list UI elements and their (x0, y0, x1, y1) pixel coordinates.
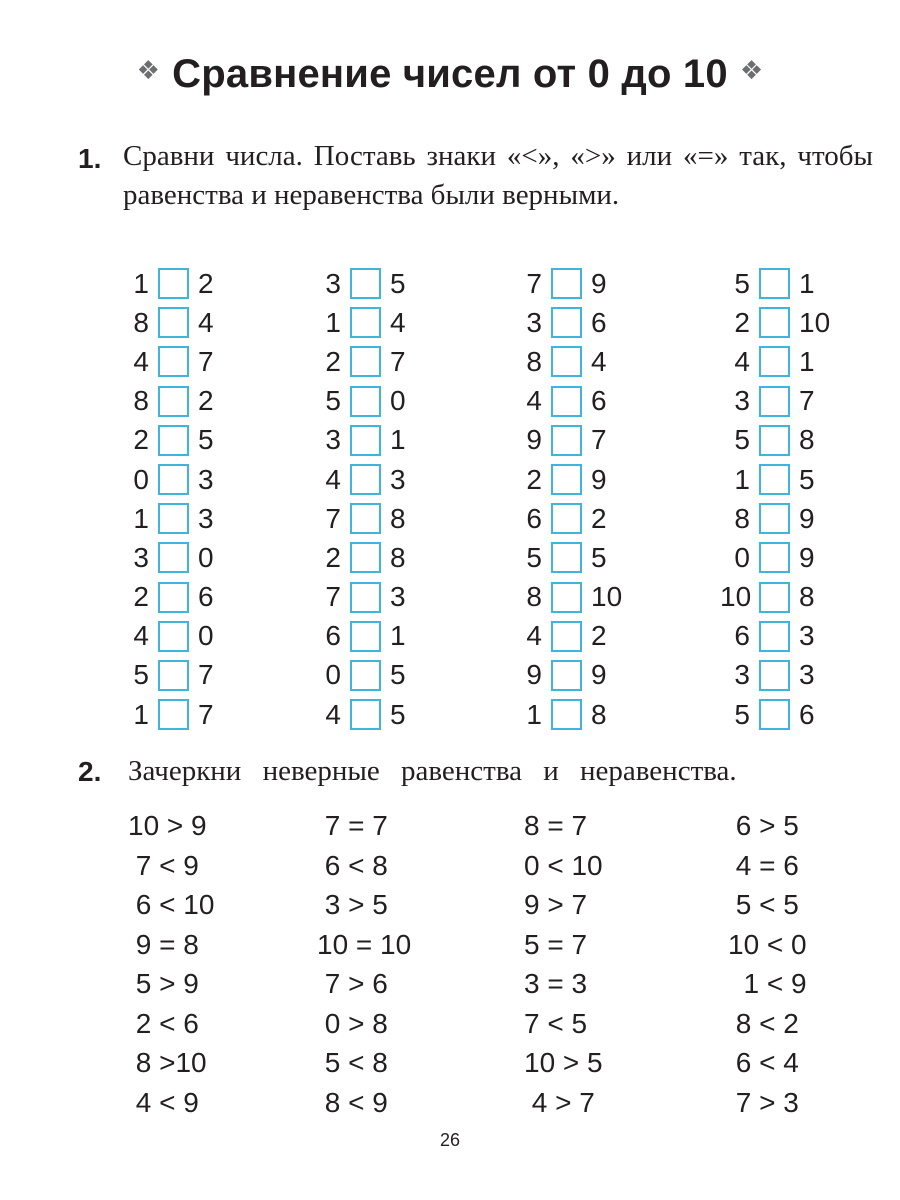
comparison-item (512, 695, 622, 734)
right-number: 2 (591, 502, 607, 534)
inequality-item[interactable]: 2 < 6 (128, 1007, 199, 1039)
left-number: 5 (734, 424, 750, 456)
right-number: 9 (591, 659, 607, 691)
inequality-item[interactable]: 7 > 3 (728, 1086, 799, 1118)
right-number: 0 (198, 541, 214, 573)
inequality-item[interactable]: 9 > 7 (524, 889, 588, 920)
comparison-item (119, 578, 214, 617)
answer-box[interactable] (551, 503, 582, 534)
inequality-item[interactable]: 0 < 10 (524, 849, 603, 881)
inequality-item[interactable]: 6 < 8 (317, 849, 388, 881)
page-number: 26 (439, 1130, 461, 1150)
answer-box[interactable] (350, 386, 381, 417)
answer-box[interactable] (551, 386, 582, 417)
left-number: 7 (325, 581, 341, 613)
comparison-item (119, 421, 214, 460)
comparison-item (512, 617, 622, 656)
right-number: 8 (591, 698, 607, 730)
inequality-item[interactable]: 4 > 7 (524, 1086, 595, 1118)
left-number: 1 (133, 698, 149, 730)
left-number: 8 (133, 306, 149, 338)
inequality-item[interactable]: 10 > 5 (524, 1047, 603, 1078)
task-1-column (512, 264, 622, 734)
comparison-item (119, 303, 214, 342)
left-number: 3 (325, 267, 341, 299)
answer-box[interactable] (158, 582, 189, 613)
task-2-column (524, 806, 603, 1122)
right-number: 1 (799, 345, 815, 377)
left-number: 6 (325, 620, 341, 652)
left-number: 2 (325, 345, 341, 377)
comparison-item (512, 499, 622, 538)
task-1-instruction: Сравни числа. Поставь знаки «<», «>» или «=» так, чтобы равенства и неравенства были верными. (123, 140, 873, 211)
comparison-item (119, 382, 214, 421)
inequality-item[interactable]: 8 < 9 (317, 1086, 388, 1118)
comparison-item (311, 460, 406, 499)
answer-box[interactable] (759, 542, 790, 573)
answer-box[interactable] (759, 582, 790, 613)
answer-box[interactable] (759, 386, 790, 417)
task-1-number: 1. (78, 143, 102, 174)
left-number: 4 (133, 345, 149, 377)
comparison-item (720, 578, 830, 617)
comparison-item (311, 421, 406, 460)
right-number: 5 (390, 698, 406, 730)
left-number: 2 (526, 463, 542, 495)
comparison-item (720, 656, 830, 695)
left-number: 7 (325, 502, 341, 534)
right-number: 7 (198, 698, 214, 730)
task-2-column (317, 806, 411, 1122)
left-number: 5 (133, 659, 149, 691)
answer-box[interactable] (759, 699, 790, 730)
answer-box[interactable] (759, 660, 790, 691)
left-number: 0 (325, 659, 341, 691)
right-number: 1 (390, 424, 406, 456)
comparison-item (720, 538, 830, 577)
comparison-item (311, 538, 406, 577)
right-number: 2 (198, 267, 214, 299)
answer-box[interactable] (551, 307, 582, 338)
comparison-item (119, 656, 214, 695)
answer-box[interactable] (158, 503, 189, 534)
left-number: 2 (325, 541, 341, 573)
answer-box[interactable] (350, 699, 381, 730)
left-number: 3 (133, 541, 149, 573)
right-number: 3 (390, 463, 406, 495)
right-number: 9 (591, 463, 607, 495)
comparison-item (512, 538, 622, 577)
left-number: 6 (734, 620, 750, 652)
comparison-item (119, 538, 214, 577)
left-number: 10 (720, 581, 752, 613)
left-number: 4 (133, 620, 149, 652)
left-number: 2 (133, 424, 149, 456)
comparison-item (720, 421, 830, 460)
comparison-item (119, 342, 214, 381)
inequality-item[interactable]: 3 = 3 (524, 968, 588, 999)
answer-box[interactable] (158, 699, 189, 730)
answer-box[interactable] (350, 464, 381, 495)
answer-box[interactable] (551, 660, 582, 691)
comparison-item (311, 303, 406, 342)
left-number: 8 (526, 581, 542, 613)
right-number: 8 (390, 541, 406, 573)
answer-box[interactable] (759, 425, 790, 456)
answer-box[interactable] (551, 346, 582, 377)
left-number: 2 (133, 581, 149, 613)
comparison-item (311, 656, 406, 695)
answer-box[interactable] (158, 542, 189, 573)
answer-box[interactable] (551, 542, 582, 573)
comparison-item (512, 421, 622, 460)
answer-box[interactable] (759, 464, 790, 495)
right-number: 4 (390, 306, 406, 338)
right-number: 6 (591, 385, 607, 417)
left-number: 1 (734, 463, 750, 495)
comparison-item (720, 460, 830, 499)
answer-box[interactable] (759, 503, 790, 534)
answer-box[interactable] (158, 660, 189, 691)
answer-box[interactable] (350, 307, 381, 338)
right-number: 1 (799, 267, 815, 299)
left-number: 4 (526, 620, 542, 652)
answer-box[interactable] (158, 307, 189, 338)
answer-box[interactable] (350, 660, 381, 691)
right-number: 2 (198, 385, 214, 417)
left-number: 5 (734, 698, 750, 730)
inequality-item[interactable]: 8 < 2 (728, 1007, 799, 1039)
comparison-item (119, 460, 214, 499)
right-number: 3 (198, 502, 214, 534)
right-number: 6 (198, 581, 214, 613)
page-title (0, 52, 900, 97)
left-number: 8 (133, 385, 149, 417)
inequality-item[interactable]: 6 < 10 (128, 889, 215, 920)
left-number: 3 (526, 306, 542, 338)
right-number: 7 (198, 659, 214, 691)
left-number: 1 (325, 306, 341, 338)
inequality-item[interactable]: 5 = 7 (524, 928, 588, 960)
right-number: 10 (799, 306, 831, 338)
comparison-item (720, 382, 830, 421)
comparison-item (720, 264, 830, 303)
comparison-item (119, 617, 214, 656)
left-number: 3 (734, 385, 750, 417)
answer-box[interactable] (158, 268, 189, 299)
comparison-item (512, 578, 622, 617)
comparison-item (311, 499, 406, 538)
answer-box[interactable] (759, 307, 790, 338)
answer-box[interactable] (350, 582, 381, 613)
right-number: 8 (799, 581, 815, 613)
answer-box[interactable] (551, 582, 582, 613)
inequality-item[interactable]: 4 = 6 (728, 849, 799, 881)
inequality-item[interactable]: 10 > 9 (128, 810, 207, 841)
inequality-item[interactable]: 7 = 7 (317, 810, 388, 841)
right-number: 7 (198, 345, 214, 377)
answer-box[interactable] (350, 503, 381, 534)
comparison-item (512, 656, 622, 695)
task-1-column (119, 264, 214, 734)
right-number: 5 (591, 541, 607, 573)
right-number: 7 (390, 345, 406, 377)
right-number: 9 (799, 502, 815, 534)
inequality-item[interactable]: 9 = 8 (128, 928, 199, 960)
answer-box[interactable] (759, 621, 790, 652)
left-number: 1 (133, 267, 149, 299)
answer-box[interactable] (551, 621, 582, 652)
diamond-ornament-icon: ❖ (739, 55, 764, 85)
left-number: 4 (325, 698, 341, 730)
task-2-instruction: Зачеркни неверные равенства и неравенства. (128, 755, 737, 787)
right-number: 0 (198, 620, 214, 652)
right-number: 9 (799, 541, 815, 573)
comparison-item (720, 695, 830, 734)
comparison-item (311, 342, 406, 381)
left-number: 2 (734, 306, 750, 338)
comparison-item (720, 617, 830, 656)
answer-box[interactable] (759, 346, 790, 377)
answer-box[interactable] (350, 621, 381, 652)
inequality-item[interactable]: 6 > 5 (728, 810, 799, 841)
left-number: 9 (526, 424, 542, 456)
right-number: 5 (799, 463, 815, 495)
right-number: 4 (591, 345, 607, 377)
left-number: 8 (734, 502, 750, 534)
task-1-column (311, 264, 406, 734)
right-number: 0 (390, 385, 406, 417)
left-number: 4 (526, 385, 542, 417)
comparison-item (311, 578, 406, 617)
right-number: 1 (390, 620, 406, 652)
inequality-item[interactable]: 6 < 4 (728, 1047, 799, 1078)
left-number: 6 (526, 502, 542, 534)
right-number: 6 (591, 306, 607, 338)
comparison-item (720, 499, 830, 538)
comparison-item (311, 695, 406, 734)
right-number: 7 (591, 424, 607, 456)
answer-box[interactable] (551, 464, 582, 495)
inequality-item[interactable]: 0 > 8 (317, 1007, 388, 1039)
inequality-item[interactable]: 1 < 9 (728, 968, 807, 999)
inequality-item[interactable]: 8 = 7 (524, 810, 588, 841)
left-number: 5 (325, 385, 341, 417)
inequality-item[interactable]: 10 < 0 (728, 928, 807, 960)
comparison-item (311, 264, 406, 303)
answer-box[interactable] (551, 699, 582, 730)
right-number: 5 (390, 267, 406, 299)
left-number: 0 (133, 463, 149, 495)
answer-box[interactable] (158, 621, 189, 652)
inequality-item[interactable]: 5 < 8 (317, 1047, 388, 1078)
comparison-item (512, 460, 622, 499)
answer-box[interactable] (158, 464, 189, 495)
task-2-column (128, 806, 214, 1122)
answer-box[interactable] (551, 425, 582, 456)
inequality-item[interactable]: 10 = 10 (317, 928, 412, 960)
right-number: 8 (390, 502, 406, 534)
right-number: 4 (198, 306, 214, 338)
comparison-item (512, 264, 622, 303)
comparison-item (119, 499, 214, 538)
right-number: 3 (390, 581, 406, 613)
inequality-item[interactable]: 5 < 5 (728, 889, 799, 920)
inequality-item[interactable]: 4 < 9 (128, 1086, 199, 1118)
right-number: 5 (390, 659, 406, 691)
left-number: 5 (734, 267, 750, 299)
task-1-column (720, 264, 830, 734)
comparison-item (311, 617, 406, 656)
right-number: 9 (591, 267, 607, 299)
left-number: 9 (526, 659, 542, 691)
answer-box[interactable] (350, 425, 381, 456)
comparison-item (119, 264, 214, 303)
answer-box[interactable] (350, 542, 381, 573)
left-number: 4 (325, 463, 341, 495)
answer-box[interactable] (551, 268, 582, 299)
inequality-item[interactable]: 5 > 9 (128, 968, 199, 999)
task-2-column (728, 806, 807, 1122)
right-number: 3 (799, 620, 815, 652)
right-number: 3 (198, 463, 214, 495)
left-number: 5 (526, 541, 542, 573)
right-number: 10 (591, 581, 623, 613)
inequality-item[interactable]: 7 < 9 (128, 849, 199, 881)
left-number: 7 (526, 267, 542, 299)
right-number: 6 (799, 698, 815, 730)
comparison-item (720, 303, 830, 342)
answer-box[interactable] (350, 268, 381, 299)
comparison-item (512, 303, 622, 342)
right-number: 7 (799, 385, 815, 417)
inequality-item[interactable]: 8 >10 (128, 1047, 207, 1078)
right-number: 5 (198, 424, 214, 456)
left-number: 8 (526, 345, 542, 377)
answer-box[interactable] (158, 346, 189, 377)
right-number: 8 (799, 424, 815, 456)
left-number: 3 (734, 659, 750, 691)
answer-box[interactable] (759, 268, 790, 299)
task-2-number: 2. (78, 756, 102, 787)
inequality-item[interactable]: 7 > 6 (317, 968, 388, 999)
comparison-item (512, 382, 622, 421)
left-number: 4 (734, 345, 750, 377)
comparison-item (119, 695, 214, 734)
answer-box[interactable] (158, 425, 189, 456)
diamond-ornament-icon: ❖ (136, 55, 161, 85)
inequality-item[interactable]: 7 < 5 (524, 1007, 588, 1039)
right-number: 3 (799, 659, 815, 691)
page-title-text: Сравнение чисел от 0 до 10 (172, 52, 728, 96)
left-number: 0 (734, 541, 750, 573)
comparison-item (512, 342, 622, 381)
left-number: 1 (133, 502, 149, 534)
left-number: 1 (526, 698, 542, 730)
left-number: 3 (325, 424, 341, 456)
answer-box[interactable] (350, 346, 381, 377)
inequality-item[interactable]: 3 > 5 (317, 889, 388, 920)
comparison-item (720, 342, 830, 381)
answer-box[interactable] (158, 386, 189, 417)
comparison-item (311, 382, 406, 421)
right-number: 2 (591, 620, 607, 652)
